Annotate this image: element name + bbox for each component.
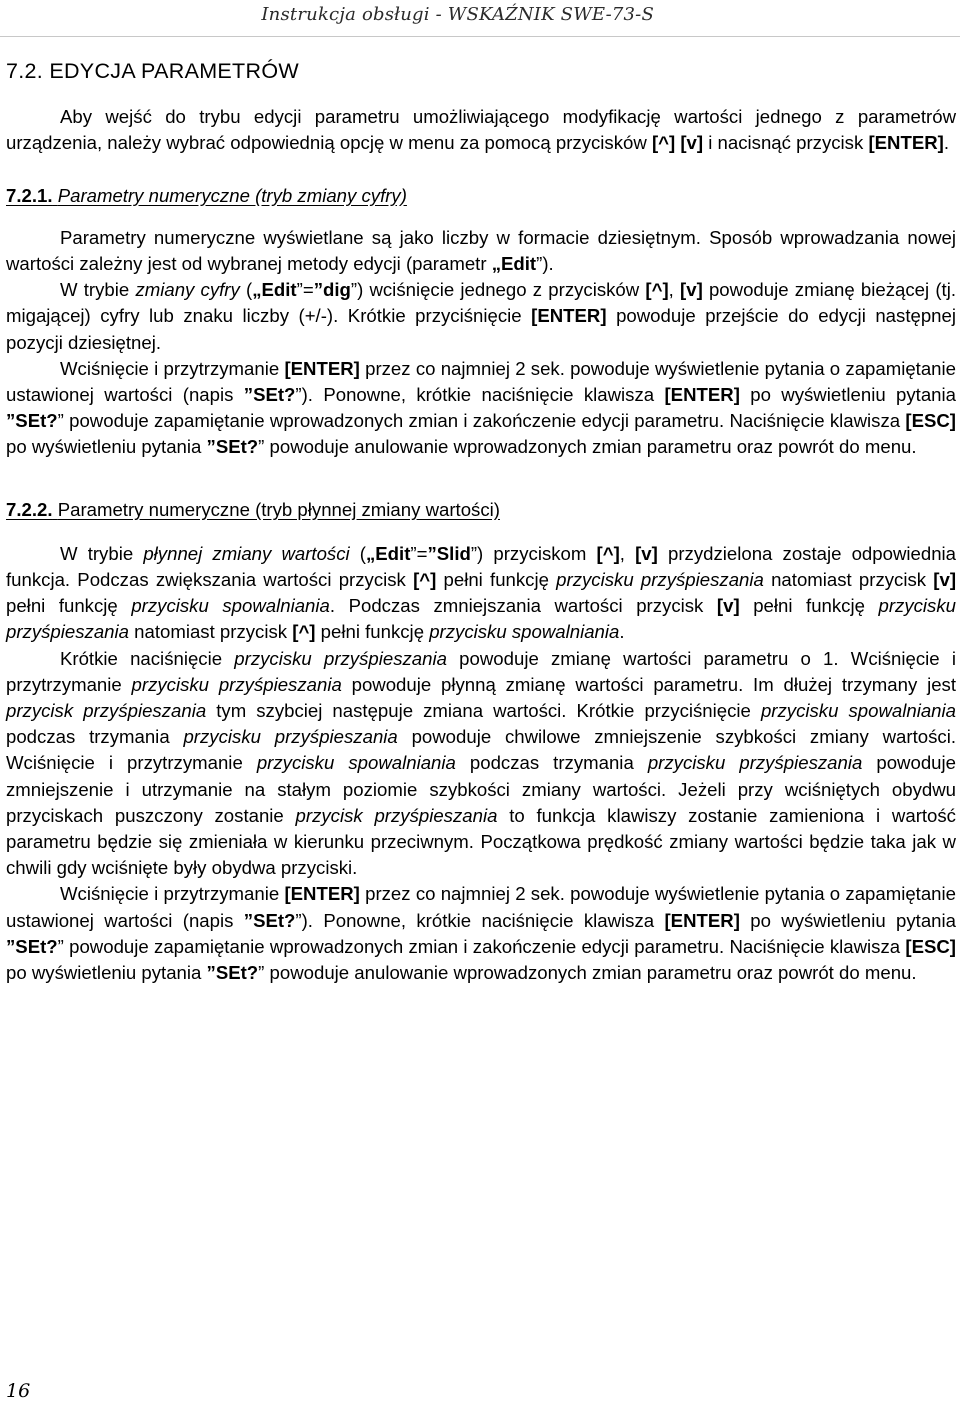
subsection-title: Parametry numeryczne (tryb zmiany cyfry) (57, 184, 407, 206)
subsection-number: 7.2.1. (6, 184, 53, 206)
page-content (6, 58, 956, 986)
section-number: 7.2. (6, 59, 44, 83)
subsection-title: Parametry numeryczne (tryb płynnej zmiany wartości) (57, 498, 500, 520)
paragraph: Krótkie naciśnięcie przycisku przyśpieszania powoduje zmianę wartości parametru o 1. Wciśnięcie i przytrzymanie przycisku przyśpieszania powoduje płynną zmianę wartości parametru. Im dłużej trzymany jest przycisk przyśpieszania tym szybciej następuje zmiana wartości. Krótkie przyciśnięcie przycisku spowalniania podczas trzymania przycisku przyśpieszania powoduje chwilowe zmniejszenie szybkości zmiany wartości. Wciśnięcie i przytrzymanie przycisku spowalniania podczas trzymania przycisku przyśpieszania powoduje zmniejszenie i utrzymanie na stałym poziomie szybkości zmiany wartości. Jeżeli przy wciśniętych obydwu przyciskach puszczony zostanie przycisk przyśpieszania to funkcja klawiszy zostanie zamieniona i wartość parametru będzie się zmieniała w kierunku przeciwnym. Początkowa prędkość zmiany wartości będzie taka jak w chwili gdy wciśnięte były obydwa przyciski. (6, 647, 957, 879)
section-heading (6, 58, 956, 84)
paragraph: W trybie płynnej zmiany wartości („Edit”=”Slid”) przyciskom [^], [v] przydzielona zostaje odpowiednia funkcja. Podczas zwiększania wartości przycisk [^] pełni funkcję przycisku przyśpieszania natomiast przycisk [v] pełni funkcję przycisku spowalniania. Podczas zmniejszania wartości przycisk [v] pełni funkcję przycisku przyśpieszania natomiast przycisk [^] pełni funkcję przycisku spowalniania. (6, 542, 957, 643)
header-rule (0, 36, 960, 37)
paragraph: W trybie zmiany cyfry („Edit”=”dig”) wciśnięcie jednego z przycisków [^], [v] powoduje zmianę bieżącej (tj. migającej) cyfry lub znaku liczby (+/-). Krótkie przyciśnięcie [ENTER] powoduje przejście do edycji następnej pozycji dziesiętnej. (6, 279, 956, 353)
paragraph: Wciśnięcie i przytrzymanie [ENTER] przez co najmniej 2 sek. powoduje wyświetlenie pytania o zapamiętanie ustawionej wartości (napis ”SEt?”). Ponowne, krótkie naciśnięcie klawisza [ENTER] po wyświetleniu pytania ”SEt?” powoduje zapamiętanie wprowadzonych zmian i zakończenie edycji parametru. Naciśnięcie klawisza [ESC] po wyświetleniu pytania ”SEt?” powoduje anulowanie wprowadzonych zmian parametru oraz powrót do menu. (6, 883, 956, 984)
section-intro-paragraph: Aby wejść do trybu edycji parametru umożliwiającego modyfikację wartości jednego z parametrów urządzenia, należy wybrać odpowiednią opcję w menu za pomocą przycisków [^] [v] i nacisnąć przycisk [ENTER]. (6, 106, 956, 154)
subsection-number: 7.2.2. (6, 498, 53, 520)
paragraph: Parametry numeryczne wyświetlane są jako liczby w formacie dziesiętnym. Sposób wprowadzania nowej wartości zależny jest od wybranej metody edycji (parametr „Edit”). (6, 226, 956, 275)
section-title: EDYCJA PARAMETRÓW (49, 59, 299, 83)
page-number: 16 (6, 1380, 31, 1402)
paragraph: Wciśnięcie i przytrzymanie [ENTER] przez co najmniej 2 sek. powoduje wyświetlenie pytania o zapamiętanie ustawionej wartości (napis ”SEt?”). Ponowne, krótkie naciśnięcie klawisza [ENTER] po wyświetleniu pytania ”SEt?” powoduje zapamiętanie wprowadzonych zmian i zakończenie edycji parametru. Naciśnięcie klawisza [ESC] po wyświetleniu pytania ”SEt?” powoduje anulowanie wprowadzonych zmian parametru oraz powrót do menu. (6, 357, 956, 458)
subsection-heading-7-2-2 (6, 497, 956, 523)
subsection-heading-7-2-1 (6, 183, 956, 209)
running-header: Instrukcja obsługi - WSKAŹNIK SWE-73-S (261, 4, 654, 25)
